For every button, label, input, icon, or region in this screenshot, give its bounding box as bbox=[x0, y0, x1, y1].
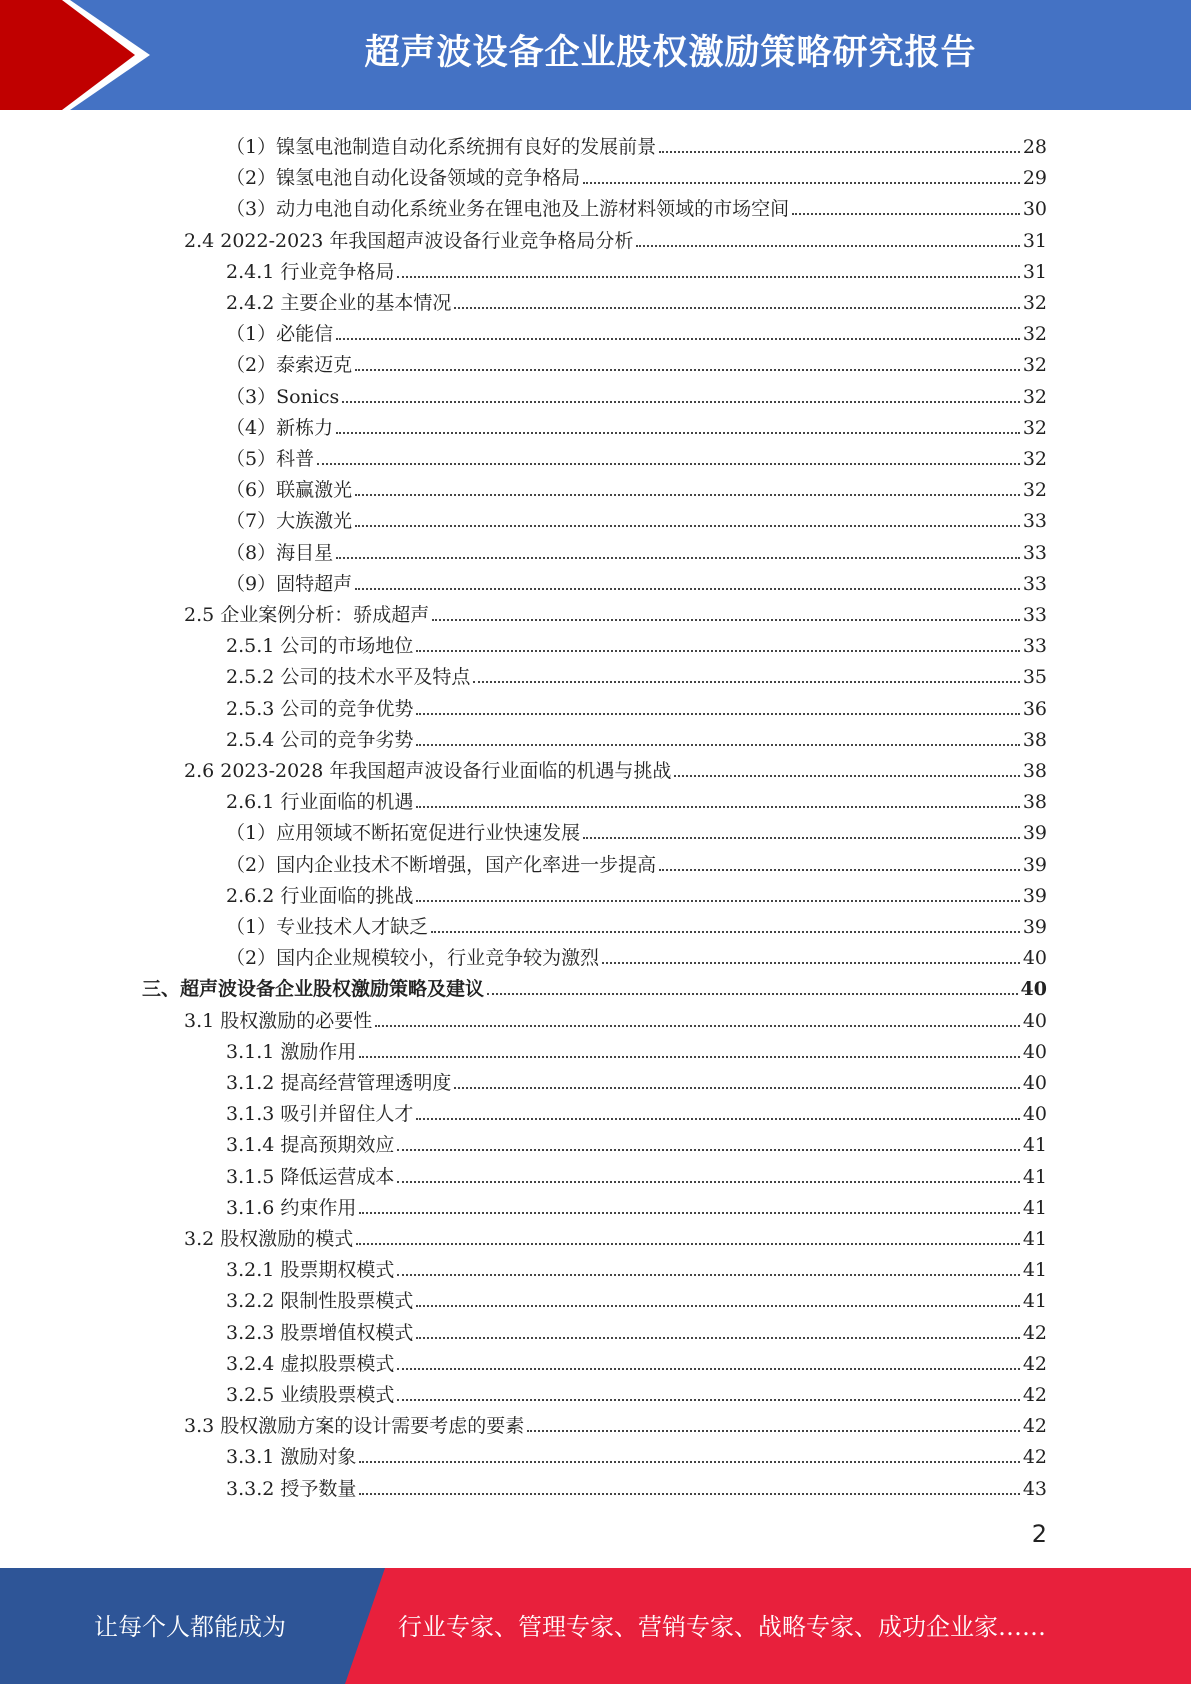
toc-dot-leader bbox=[355, 369, 1020, 371]
toc-entry-label: （3）Sonics bbox=[226, 385, 340, 408]
toc-entry[interactable] bbox=[0, 1344, 1191, 1375]
toc-entry-page: 36 bbox=[1022, 697, 1047, 720]
toc-entry-page: 41 bbox=[1022, 1134, 1047, 1157]
toc-entry-label: 2.5.4 公司的竞争劣势 bbox=[226, 728, 414, 751]
toc-dot-leader bbox=[432, 619, 1020, 621]
toc-dot-leader bbox=[527, 1430, 1020, 1432]
toc-entry-label: （1）应用领域不断拓宽促进行业快速发展 bbox=[226, 822, 581, 845]
toc-dot-leader bbox=[416, 900, 1019, 902]
toc-entry-page: 40 bbox=[1022, 1009, 1047, 1032]
toc-entry[interactable] bbox=[0, 938, 1191, 969]
toc-dot-leader bbox=[674, 775, 1019, 777]
toc-dot-leader bbox=[636, 245, 1019, 247]
toc-dot-leader bbox=[431, 931, 1020, 933]
toc-entry-page: 40 bbox=[1020, 978, 1047, 1001]
toc-entry-label: 2.4.2 主要企业的基本情况 bbox=[226, 292, 452, 314]
toc-entry[interactable] bbox=[0, 283, 1191, 314]
toc-entry-label: 3.2.4 虚拟股票模式 bbox=[226, 1352, 395, 1375]
toc-entry[interactable] bbox=[0, 1094, 1191, 1125]
toc-entry[interactable] bbox=[0, 969, 1191, 1000]
toc-entry-page: 40 bbox=[1022, 1072, 1047, 1094]
toc-entry[interactable] bbox=[0, 720, 1191, 751]
toc-dot-leader bbox=[336, 338, 1020, 340]
toc-entry[interactable] bbox=[0, 1406, 1191, 1437]
toc-dot-leader bbox=[454, 307, 1019, 309]
toc-entry-label: （2）国内企业技术不断增强，国产化率进一步提高 bbox=[226, 853, 657, 876]
toc-entry-label: 三、超声波设备企业股权激励策略及建议 bbox=[142, 978, 485, 1001]
toc-entry-page: 32 bbox=[1022, 323, 1047, 346]
toc-dot-leader bbox=[473, 681, 1019, 683]
toc-entry[interactable] bbox=[0, 626, 1191, 657]
toc-entry-page: 39 bbox=[1022, 916, 1047, 938]
toc-entry[interactable] bbox=[0, 501, 1191, 532]
toc-entry-label: （2）国内企业规模较小，行业竞争较为激烈 bbox=[226, 947, 600, 970]
toc-dot-leader bbox=[416, 650, 1019, 652]
toc-dot-leader bbox=[487, 993, 1018, 995]
toc-entry-label: （5）科普 bbox=[226, 448, 315, 470]
toc-entry-label: 3.1.1 激励作用 bbox=[226, 1040, 357, 1063]
toc-entry-page: 41 bbox=[1022, 1165, 1047, 1188]
toc-dot-leader bbox=[792, 213, 1020, 215]
toc-entry-label: （1）专业技术人才缺乏 bbox=[226, 916, 429, 938]
toc-entry-label: （7）大族激光 bbox=[226, 510, 353, 533]
toc-entry[interactable] bbox=[0, 1032, 1191, 1063]
toc-dot-leader bbox=[359, 1461, 1019, 1463]
toc-dot-leader bbox=[359, 1493, 1019, 1495]
toc-entry-page: 43 bbox=[1022, 1477, 1047, 1500]
toc-entry-label: 3.2 股权激励的模式 bbox=[184, 1228, 354, 1250]
toc-entry[interactable] bbox=[0, 470, 1191, 501]
toc-entry[interactable] bbox=[0, 813, 1191, 844]
toc-entry-label: 3.3.1 激励对象 bbox=[226, 1446, 357, 1469]
toc-entry[interactable] bbox=[0, 345, 1191, 376]
toc-entry-label: 3.1.3 吸引并留住人才 bbox=[226, 1103, 414, 1126]
toc-entry-page: 31 bbox=[1022, 229, 1047, 252]
toc-entry-page: 31 bbox=[1022, 260, 1047, 283]
toc-entry-page: 42 bbox=[1022, 1352, 1047, 1375]
toc-entry-label: （2）镍氢电池自动化设备领域的竞争格局 bbox=[226, 167, 581, 190]
toc-entry-label: 3.1 股权激励的必要性 bbox=[184, 1009, 373, 1032]
toc-entry[interactable] bbox=[0, 751, 1191, 782]
toc-entry-page: 32 bbox=[1022, 479, 1047, 502]
toc-dot-leader bbox=[583, 182, 1020, 184]
toc-entry[interactable] bbox=[0, 314, 1191, 345]
toc-entry-page: 41 bbox=[1022, 1196, 1047, 1219]
toc-entry-page: 38 bbox=[1022, 728, 1047, 751]
toc-entry-label: 2.6 2023-2028 年我国超声波设备行业面临的机遇与挑战 bbox=[184, 760, 672, 782]
toc-entry-page: 42 bbox=[1022, 1321, 1047, 1344]
toc-dot-leader bbox=[359, 1056, 1019, 1058]
toc-entry-page: 32 bbox=[1022, 448, 1047, 470]
toc-dot-leader bbox=[342, 401, 1020, 403]
toc-entry[interactable] bbox=[0, 1250, 1191, 1281]
toc-entry[interactable] bbox=[0, 1281, 1191, 1312]
toc-entry[interactable] bbox=[0, 1157, 1191, 1188]
toc-entry-page: 39 bbox=[1022, 822, 1047, 845]
toc-entry-label: 3.2.1 股票期权模式 bbox=[226, 1259, 395, 1282]
toc-dot-leader bbox=[416, 806, 1019, 808]
toc-dot-leader bbox=[416, 1337, 1019, 1339]
toc-entry-page: 30 bbox=[1022, 198, 1047, 221]
toc-entry[interactable] bbox=[0, 439, 1191, 470]
toc-entry-page: 29 bbox=[1022, 167, 1047, 190]
toc-dot-leader bbox=[416, 744, 1019, 746]
toc-dot-leader bbox=[397, 1149, 1019, 1151]
toc-dot-leader bbox=[355, 525, 1020, 527]
toc-dot-leader bbox=[416, 1118, 1019, 1120]
toc-entry[interactable] bbox=[0, 127, 1191, 158]
toc-entry-page: 38 bbox=[1022, 760, 1047, 782]
toc-entry-page: 35 bbox=[1022, 666, 1047, 689]
toc-entry[interactable] bbox=[0, 1313, 1191, 1344]
toc-dot-leader bbox=[355, 588, 1020, 590]
toc-entry-label: 2.5 企业案例分析：骄成超声 bbox=[184, 604, 430, 626]
toc-entry-page: 32 bbox=[1022, 292, 1047, 314]
toc-dot-leader bbox=[602, 962, 1020, 964]
toc-entry-page: 42 bbox=[1022, 1384, 1047, 1406]
toc-entry-label: 2.4.1 行业竞争格局 bbox=[226, 260, 395, 283]
toc-entry-label: 2.4 2022-2023 年我国超声波设备行业竞争格局分析 bbox=[184, 229, 634, 252]
toc-entry-page: 40 bbox=[1022, 1103, 1047, 1126]
toc-entry[interactable] bbox=[0, 158, 1191, 189]
toc-entry-label: 2.5.2 公司的技术水平及特点 bbox=[226, 666, 471, 689]
toc-entry-label: 3.1.4 提高预期效应 bbox=[226, 1134, 395, 1157]
toc-entry-label: （8）海目星 bbox=[226, 541, 334, 564]
toc-entry-label: 3.1.5 降低运营成本 bbox=[226, 1165, 395, 1188]
toc-entry[interactable] bbox=[0, 564, 1191, 595]
toc-entry[interactable] bbox=[0, 377, 1191, 408]
toc-entry-page: 41 bbox=[1022, 1290, 1047, 1313]
toc-entry[interactable] bbox=[0, 1469, 1191, 1500]
toc-dot-leader bbox=[355, 494, 1020, 496]
toc-dot-leader bbox=[336, 557, 1020, 559]
toc-entry[interactable] bbox=[0, 533, 1191, 564]
toc-dot-leader bbox=[375, 1025, 1020, 1027]
toc-dot-leader bbox=[454, 1087, 1019, 1089]
toc-entry-label: （1）必能信 bbox=[226, 323, 334, 346]
toc-entry-label: 3.2.3 股票增值权模式 bbox=[226, 1321, 414, 1344]
toc-entry[interactable] bbox=[0, 595, 1191, 626]
toc-entry-page: 40 bbox=[1022, 1040, 1047, 1063]
toc-entry-page: 42 bbox=[1022, 1446, 1047, 1469]
toc-dot-leader bbox=[659, 151, 1020, 153]
toc-entry[interactable] bbox=[0, 408, 1191, 439]
toc-entry-page: 32 bbox=[1022, 354, 1047, 377]
toc-entry[interactable] bbox=[0, 657, 1191, 688]
toc-entry-label: 2.5.3 公司的竞争优势 bbox=[226, 697, 414, 720]
toc-entry-page: 32 bbox=[1022, 416, 1047, 439]
toc-entry-page: 28 bbox=[1022, 136, 1047, 158]
toc-entry[interactable] bbox=[0, 1125, 1191, 1156]
toc-entry-page: 33 bbox=[1022, 510, 1047, 533]
toc-entry-label: 3.2.5 业绩股票模式 bbox=[226, 1384, 395, 1406]
toc-entry-label: （9）固特超声 bbox=[226, 572, 353, 595]
toc-entry-page: 33 bbox=[1022, 635, 1047, 658]
toc-dot-leader bbox=[659, 869, 1020, 871]
toc-entry[interactable] bbox=[0, 1001, 1191, 1032]
toc-entry-page: 33 bbox=[1022, 604, 1047, 626]
toc-dot-leader bbox=[397, 1274, 1019, 1276]
toc-entry[interactable] bbox=[0, 1219, 1191, 1250]
toc-entry-page: 33 bbox=[1022, 541, 1047, 564]
toc-dot-leader bbox=[397, 1368, 1019, 1370]
toc-entry[interactable] bbox=[0, 1063, 1191, 1094]
toc-entry[interactable] bbox=[0, 876, 1191, 907]
footer-slogan: 让每个人都能成为 bbox=[94, 1613, 286, 1641]
page-footer bbox=[0, 1568, 1191, 1684]
toc-entry[interactable] bbox=[0, 189, 1191, 220]
toc-entry[interactable] bbox=[0, 1188, 1191, 1219]
report-title: 超声波设备企业股权激励策略研究报告 bbox=[364, 33, 977, 73]
toc-entry-page: 40 bbox=[1022, 947, 1047, 970]
toc-entry-page: 39 bbox=[1022, 853, 1047, 876]
toc-dot-leader bbox=[356, 1243, 1020, 1245]
toc-entry[interactable] bbox=[0, 689, 1191, 720]
toc-dot-leader bbox=[416, 1305, 1019, 1307]
toc-entry-label: 2.5.1 公司的市场地位 bbox=[226, 635, 414, 658]
toc-entry-label: （6）联赢激光 bbox=[226, 479, 353, 502]
toc-entry-label: （4）新栋力 bbox=[226, 416, 334, 439]
toc-dot-leader bbox=[336, 432, 1020, 434]
toc-entry-label: 3.1.2 提高经营管理透明度 bbox=[226, 1072, 452, 1094]
toc-entry-label: 2.6.2 行业面临的挑战 bbox=[226, 884, 414, 907]
toc-entry-label: （3）动力电池自动化系统业务在锂电池及上游材料领域的市场空间 bbox=[226, 198, 790, 221]
toc-entry-label: 3.3 股权激励方案的设计需要考虑的要素 bbox=[184, 1415, 525, 1438]
toc-entry-page: 42 bbox=[1022, 1415, 1047, 1438]
toc-entry-label: （2）泰索迈克 bbox=[226, 354, 353, 377]
toc-dot-leader bbox=[397, 1399, 1019, 1401]
toc-dot-leader bbox=[583, 837, 1020, 839]
toc-entry-page: 33 bbox=[1022, 572, 1047, 595]
toc-entry[interactable] bbox=[0, 1375, 1191, 1406]
toc-entry[interactable] bbox=[0, 1437, 1191, 1468]
page-number: 2 bbox=[1031, 1520, 1047, 1548]
toc-entry-page: 38 bbox=[1022, 791, 1047, 814]
toc-entry-label: （1）镍氢电池制造自动化系统拥有良好的发展前景 bbox=[226, 136, 657, 158]
toc-entry-label: 3.3.2 授予数量 bbox=[226, 1477, 357, 1500]
toc-entry-label: 3.1.6 约束作用 bbox=[226, 1196, 357, 1219]
toc-entry[interactable] bbox=[0, 907, 1191, 938]
toc-entry[interactable] bbox=[0, 221, 1191, 252]
toc-entry-page: 41 bbox=[1022, 1259, 1047, 1282]
toc-entry[interactable] bbox=[0, 782, 1191, 813]
toc-entry-label: 3.2.2 限制性股票模式 bbox=[226, 1290, 414, 1313]
toc-entry-label: 2.6.1 行业面临的机遇 bbox=[226, 791, 414, 814]
footer-tagline: 行业专家、管理专家、营销专家、战略专家、成功企业家…… bbox=[398, 1613, 1046, 1641]
toc-dot-leader bbox=[397, 276, 1019, 278]
toc-entry-page: 41 bbox=[1022, 1228, 1047, 1250]
toc-entry[interactable] bbox=[0, 252, 1191, 283]
toc-dot-leader bbox=[397, 1181, 1019, 1183]
toc-entry-page: 32 bbox=[1022, 385, 1047, 408]
toc-entry-page: 39 bbox=[1022, 884, 1047, 907]
toc-dot-leader bbox=[359, 1212, 1019, 1214]
toc-entry[interactable] bbox=[0, 845, 1191, 876]
toc-dot-leader bbox=[416, 713, 1019, 715]
toc-dot-leader bbox=[317, 463, 1020, 465]
